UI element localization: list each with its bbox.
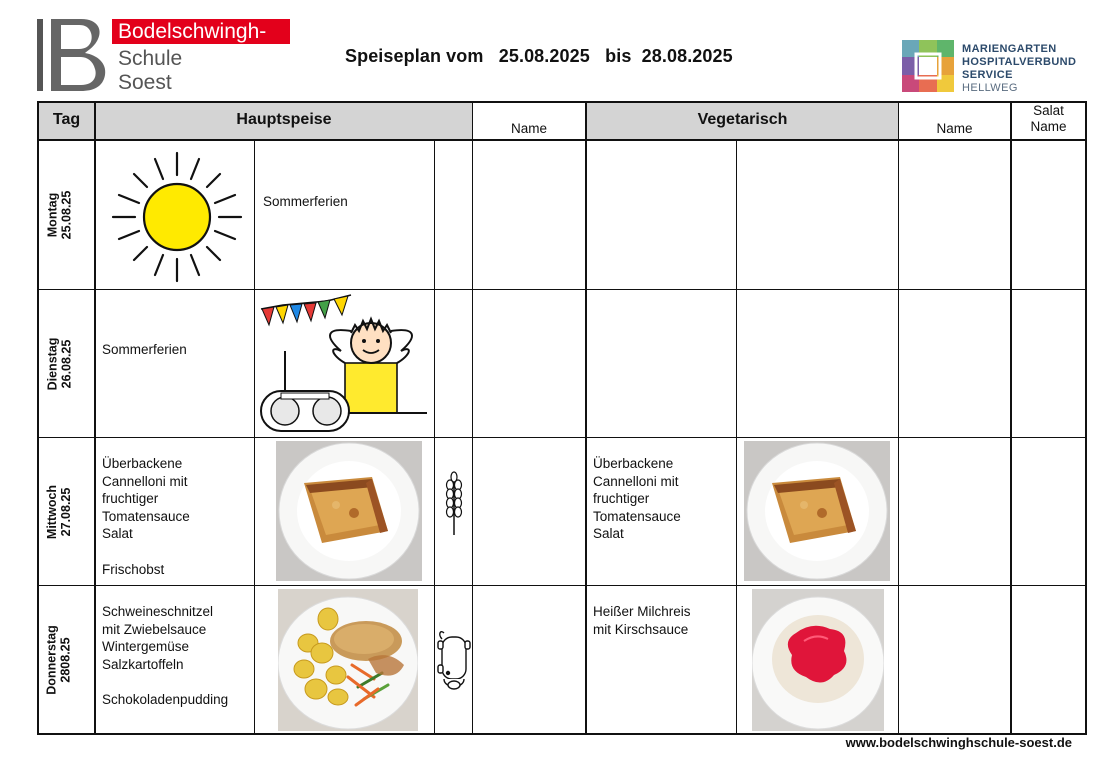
partner-logo-mark <box>902 40 954 92</box>
main-dish-donnerstag: Schweineschnitzel mit Zwiebelsauce Wintergemüse Salzkartoffeln Schokoladenpudding <box>102 604 229 707</box>
cannelloni-photo <box>276 441 422 581</box>
milchreis-photo <box>752 589 884 731</box>
header-hauptspeise: Hauptspeise <box>236 111 332 128</box>
cannelloni-veg-photo <box>744 441 890 581</box>
pig-icon <box>436 627 472 693</box>
sun-icon <box>109 149 245 285</box>
wheat-icon <box>443 471 465 537</box>
veg-dish-donnerstag: Heißer Milchreis mit Kirschsauce <box>593 604 691 637</box>
main-dish-montag: Sommerferien <box>263 194 348 209</box>
menu-table <box>37 101 1087 735</box>
veg-dish-mittwoch: Überbackene Cannelloni mit fruchtiger Tomatensauce Salat <box>593 456 681 542</box>
day-label-donnerstag: Donnerstag 2808.25 <box>45 624 74 695</box>
partner-logo-line2: HOSPITALVERBUND <box>962 56 1077 68</box>
day-label-dienstag: Dienstag 26.08.25 <box>45 337 74 390</box>
footer-website[interactable]: www.bodelschwinghschule-soest.de <box>845 735 1072 750</box>
school-logo-brand: Bodelschwingh- <box>112 19 290 44</box>
header-vegetarisch: Vegetarisch <box>697 111 788 128</box>
partner-logo-line3: SERVICE <box>962 69 1013 81</box>
page-title: Speiseplan vom 25.08.2025 bis 28.08.2025 <box>345 46 733 66</box>
main-dish-mittwoch: Überbackene Cannelloni mit fruchtiger Tomatensauce Salat Frischobst <box>102 456 190 577</box>
school-logo-line2: Schule <box>118 47 183 70</box>
partner-logo-text <box>962 43 1076 95</box>
header-tag: Tag <box>52 111 81 128</box>
day-label-mittwoch: Mittwoch 27.08.25 <box>45 484 74 539</box>
header-name-veg: Name <box>936 121 973 136</box>
summer-boy-radio-icon <box>259 293 431 435</box>
partner-logo-line4: HELLWEG <box>962 82 1018 94</box>
partner-logo-line1: MARIENGARTEN <box>962 43 1057 55</box>
header-salat-name: Salat Name <box>1030 103 1067 134</box>
school-logo-letter <box>37 19 109 91</box>
day-label-montag: Montag 25.08.25 <box>45 190 74 240</box>
schnitzel-photo <box>278 589 418 731</box>
header-name-main: Name <box>510 121 547 136</box>
school-logo-line3: Soest <box>118 71 172 94</box>
main-dish-dienstag: Sommerferien <box>102 342 187 357</box>
